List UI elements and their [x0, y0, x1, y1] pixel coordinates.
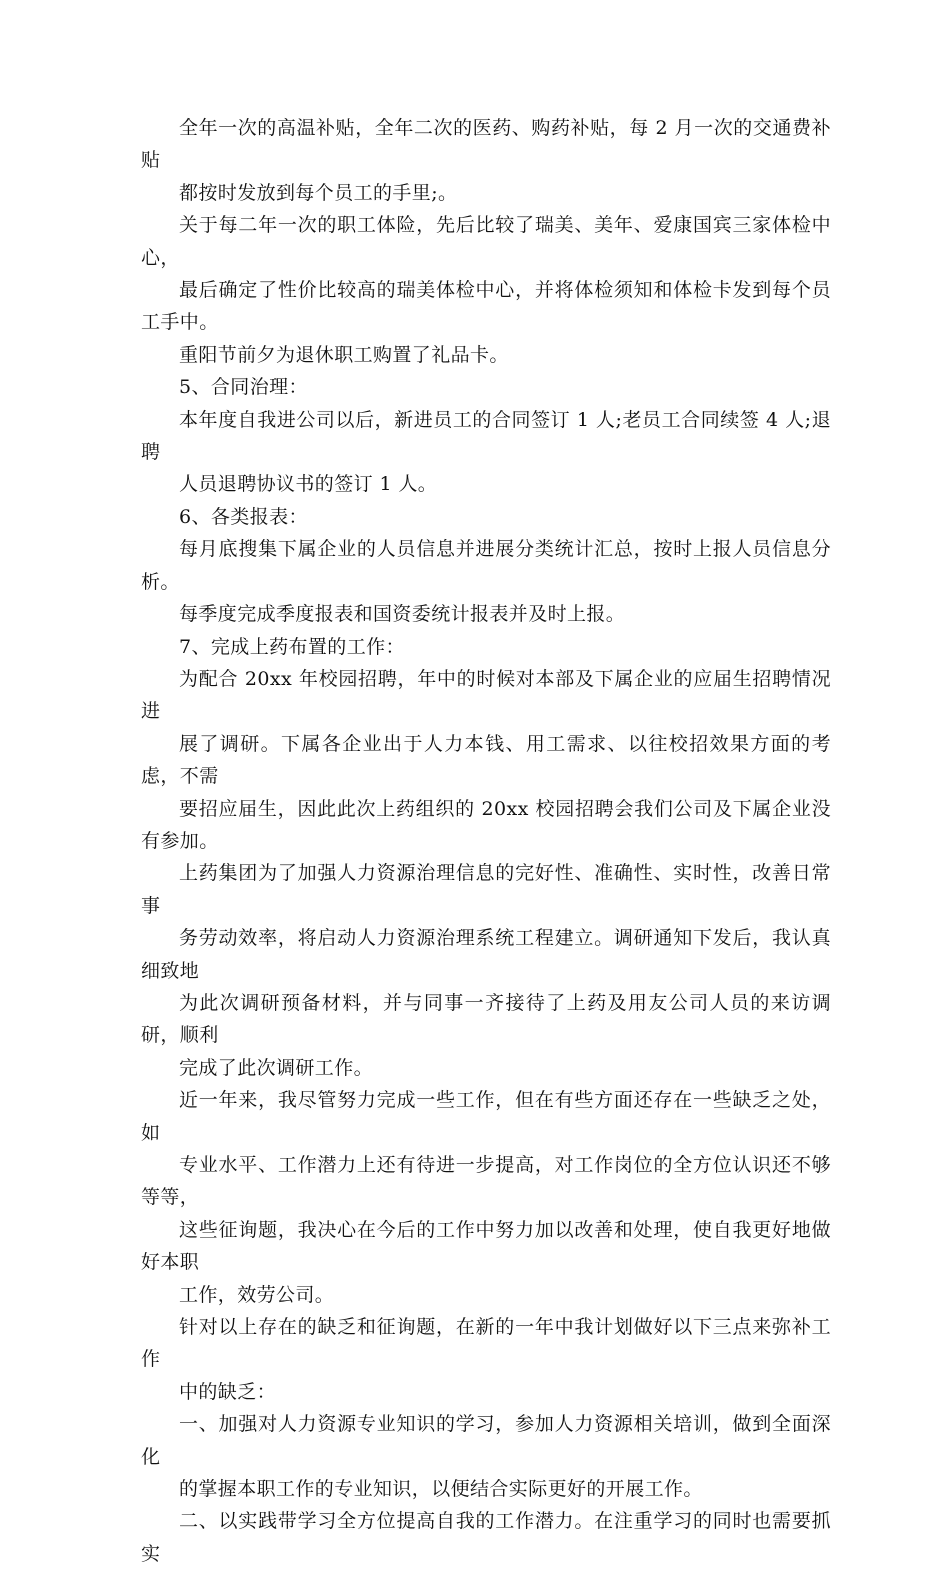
text-line: 为配合 20xx 年校园招聘，年中的时候对本部及下属企业的应届生招聘情况进 [141, 667, 831, 723]
text-line: 为此次调研预备材料，并与同事一齐接待了上药及用友公司人员的来访调研，顺利 [141, 991, 831, 1047]
paragraph-reports [141, 533, 831, 630]
text-line: 完成了此次调研工作。 [179, 1056, 374, 1079]
paragraph-health-check [141, 209, 831, 371]
text-line: 这些征询题，我决心在今后的工作中努力加以改善和处理，使自我更好地做好本职 [141, 1218, 831, 1274]
text-line: 重阳节前夕为退休职工购置了礼品卡。 [179, 343, 509, 366]
text-line: 关于每二年一次的职工体险，先后比较了瑞美、美年、爱康国宾三家体检中心， [141, 214, 831, 269]
text-line: 中的缺乏： [179, 1380, 277, 1403]
text-line: 6、各类报表： [179, 505, 308, 528]
text-line: 要招应届生，因此此次上药组织的 20xx 校园招聘会我们公司及下属企业没有参加。 [141, 797, 831, 852]
paragraph-shortcomings [141, 1084, 831, 1311]
text-line: 每季度完成季度报表和国资委统计报表并及时上报。 [179, 603, 626, 626]
text-line: 一、加强对人力资源专业知识的学习，参加人力资源相关培训，做到全面深化 [141, 1413, 831, 1468]
text-line: 展了调研。下属各企业出于人力本钱、用工需求、以往校招效果方面的考虑，不需 [141, 732, 831, 788]
paragraph-plan-item-2 [141, 1505, 831, 1570]
paragraph-plan-item-1 [141, 1408, 831, 1505]
section-heading-assigned-work [141, 631, 831, 663]
text-line: 上药集团为了加强人力资源治理信息的完好性、准确性、实时性，改善日常事 [141, 862, 831, 917]
text-line: 针对以上存在的缺乏和征询题，在新的一年中我计划做好以下三点来弥补工作 [141, 1316, 831, 1371]
section-heading-reports [141, 501, 831, 533]
text-line: 最后确定了性价比较高的瑞美体检中心，并将体检须知和体检卡发到每个员工手中。 [141, 279, 831, 334]
text-line: 二、以实践带学习全方位提高自我的工作潜力。在注重学习的同时也需要抓实 [141, 1510, 831, 1565]
text-line: 近一年来，我尽管努力完成一些工作，但在有些方面还存在一些缺乏之处，如 [141, 1089, 831, 1144]
text-line: 人员退聘协议书的签订 1 人。 [179, 473, 438, 496]
text-line: 专业水平、工作潜力上还有待进一步提高，对工作岗位的全方位认识还不够等等， [141, 1154, 831, 1209]
paragraph-contracts [141, 404, 831, 501]
paragraph-hr-system [141, 857, 831, 1084]
paragraph-plan-intro [141, 1311, 831, 1408]
document-body [141, 112, 831, 1570]
text-line: 每月底搜集下属企业的人员信息并进展分类统计汇总，按时上报人员信息分析。 [141, 538, 831, 593]
text-line: 务劳动效率，将启动人力资源治理系统工程建立。调研通知下发后，我认真细致地 [141, 927, 831, 982]
text-line: 本年度自我进公司以后，新进员工的合同签订 1 人;老员工合同续签 4 人;退聘 [141, 408, 831, 464]
text-line: 全年一次的高温补贴，全年二次的医药、购药补贴，每 2 月一次的交通费补贴 [141, 117, 831, 172]
text-line: 的掌握本职工作的专业知识，以便结合实际更好的开展工作。 [179, 1478, 703, 1501]
text-line: 都按时发放到每个员工的手里;。 [179, 181, 458, 204]
text-line: 工作，效劳公司。 [179, 1283, 335, 1306]
paragraph-allowances [141, 112, 831, 209]
text-line: 5、合同治理： [179, 376, 308, 399]
paragraph-campus-recruitment [141, 663, 831, 857]
section-heading-contracts [141, 371, 831, 403]
text-line: 7、完成上药布置的工作： [179, 635, 405, 658]
